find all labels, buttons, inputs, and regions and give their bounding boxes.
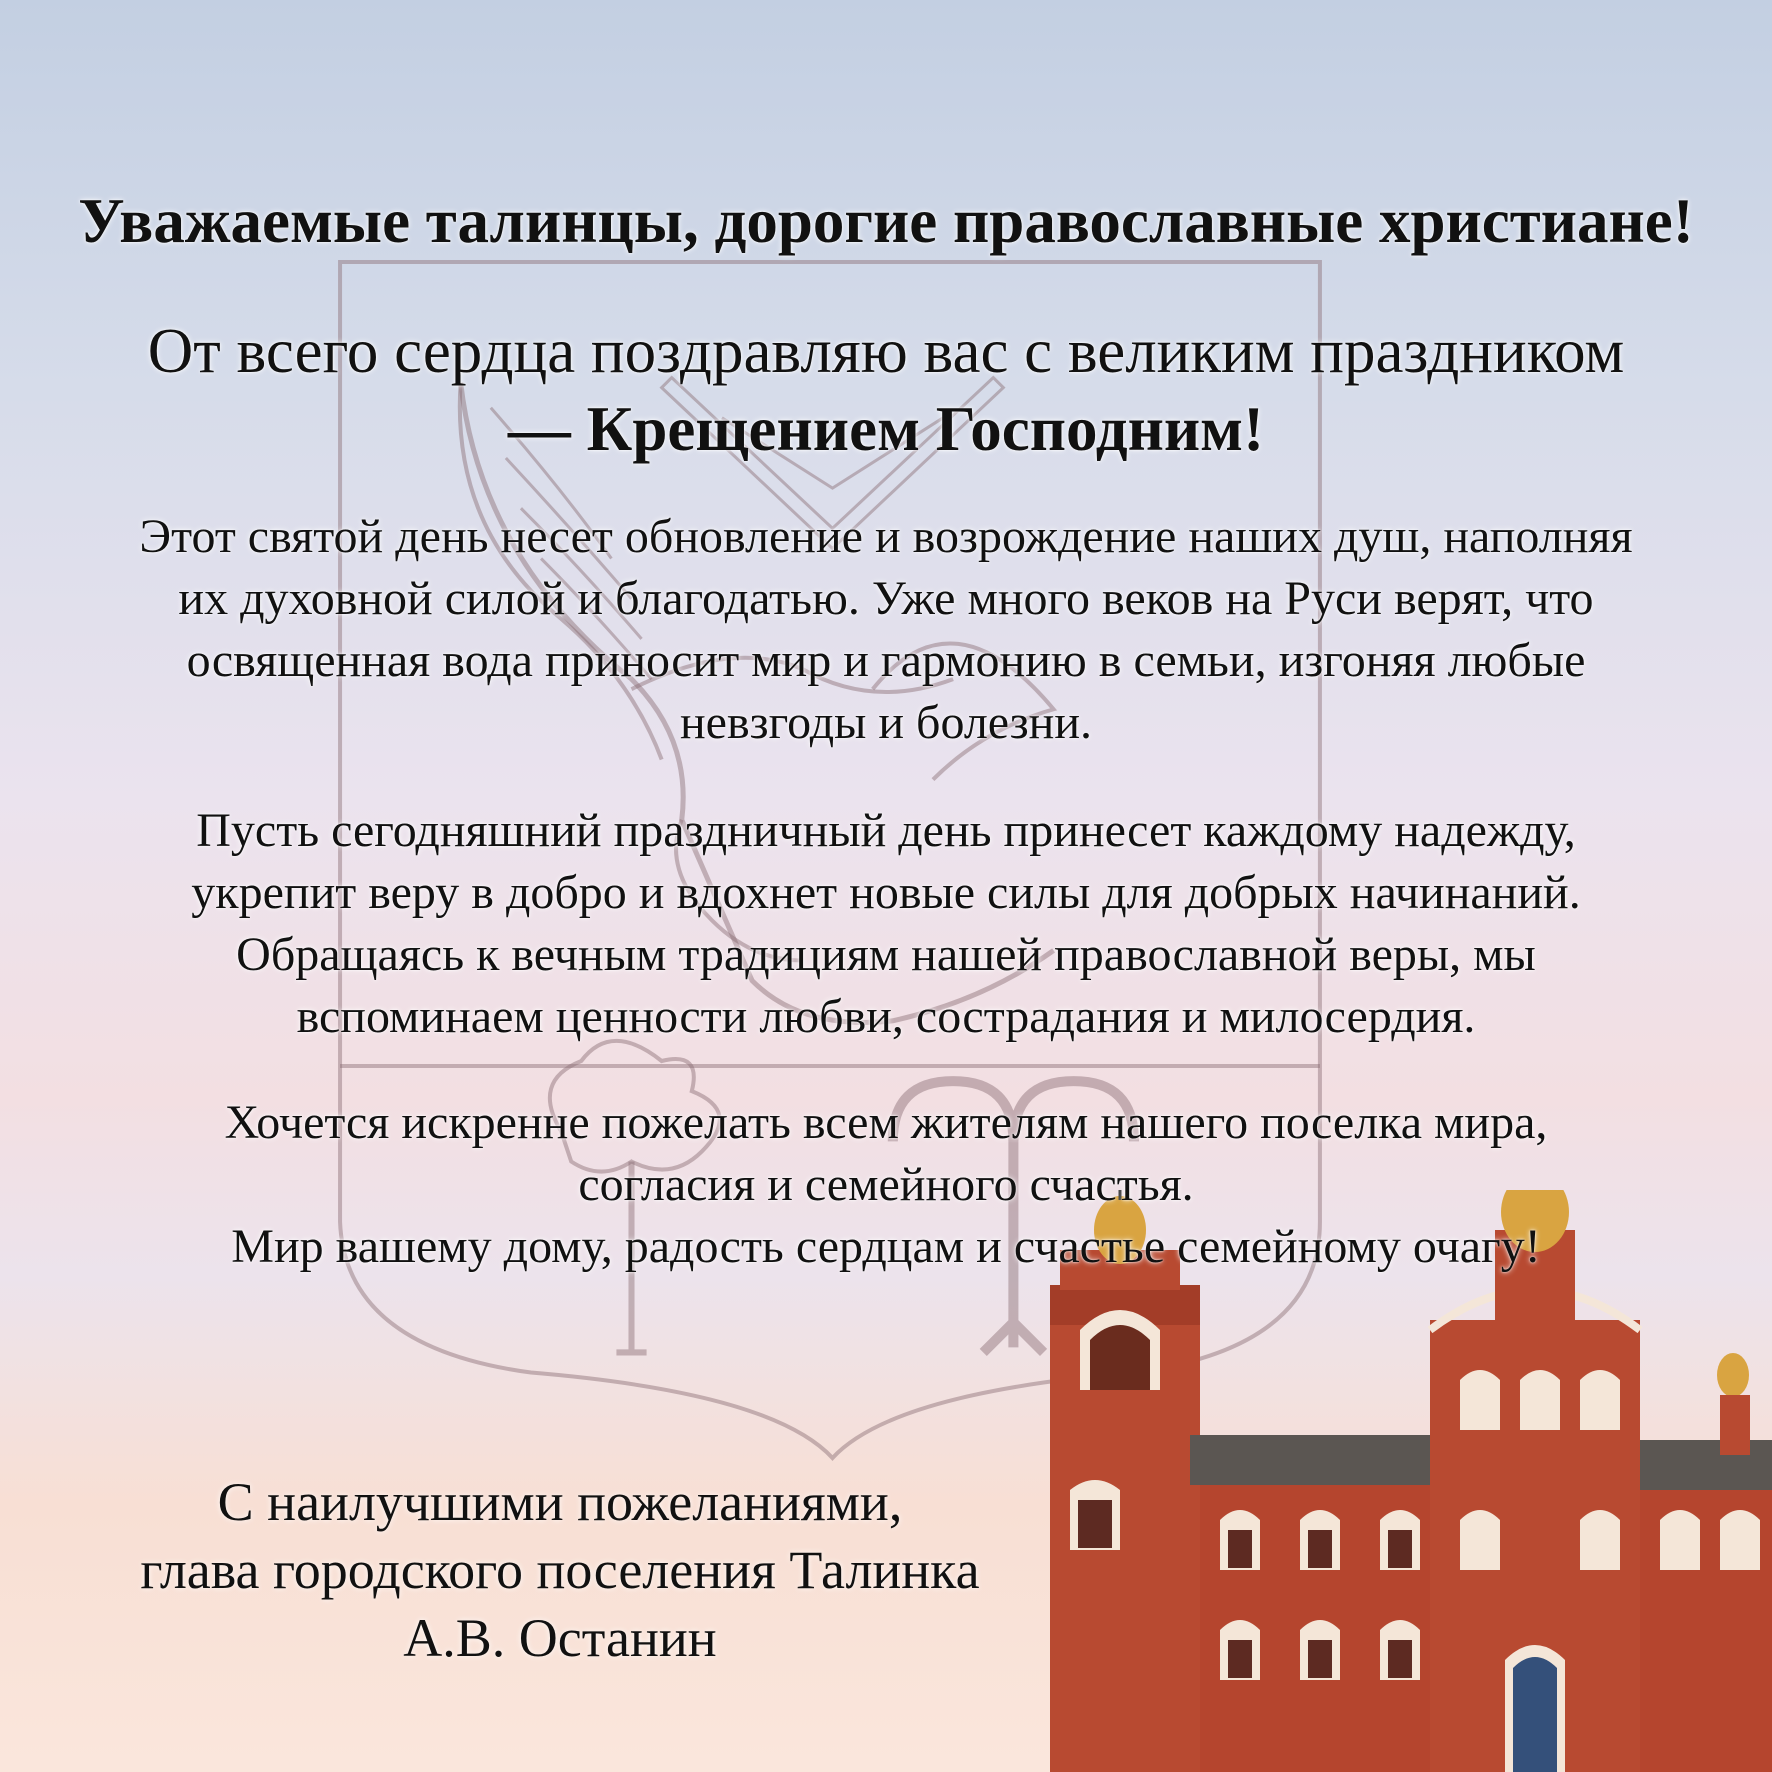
congratulation-lead: От всего сердца поздравляю вас с великим праздником [147,316,1625,386]
greeting-heading: Уважаемые талинцы, дорогие православные христиане! [78,186,1694,256]
paragraph-line: их духовной силой и благодатью. Уже много веков на Руси верят, что [178,572,1594,625]
paragraph-line: вспоминаем ценности любви, сострадания и милосердия. [296,990,1476,1043]
signature-block [60,1468,1060,1672]
signature-name: А.В. Останин [403,1608,717,1668]
paragraph-line: Пусть сегодняшний праздничный день принесет каждому надежду, [196,804,1576,857]
paragraph-line: Хочется искренне пожелать всем жителям нашего поселка мира, [224,1096,1548,1149]
paragraph-line: Этот святой день несет обновление и возрождение наших душ, наполняя [139,510,1633,563]
paragraph-line: невзгоды и болезни. [679,696,1093,749]
congratulation-text [30,312,1742,468]
paragraph-line: согласия и семейного счастья. [578,1158,1194,1211]
paragraph-wishes [30,800,1742,1048]
signature-position: глава городского поселения Талинка [140,1540,980,1600]
paragraph-closing-wishes [30,1092,1742,1278]
holiday-name: — Крещением Господним! [507,394,1265,464]
paragraph-renewal [30,506,1742,754]
paragraph-line: укрепит веру в добро и вдохнет новые силы для добрых начинаний. [191,866,1581,919]
paragraph-line: освященная вода приносит мир и гармонию в семьи, изгоняя любые [186,634,1586,687]
paragraph-line: Мир вашему дому, радость сердцам и счастье семейному очагу! [231,1220,1541,1273]
signature-closing: С наилучшими пожеланиями, [217,1472,903,1532]
paragraph-line: Обращаясь к вечным традициям нашей православной веры, мы [236,928,1536,981]
